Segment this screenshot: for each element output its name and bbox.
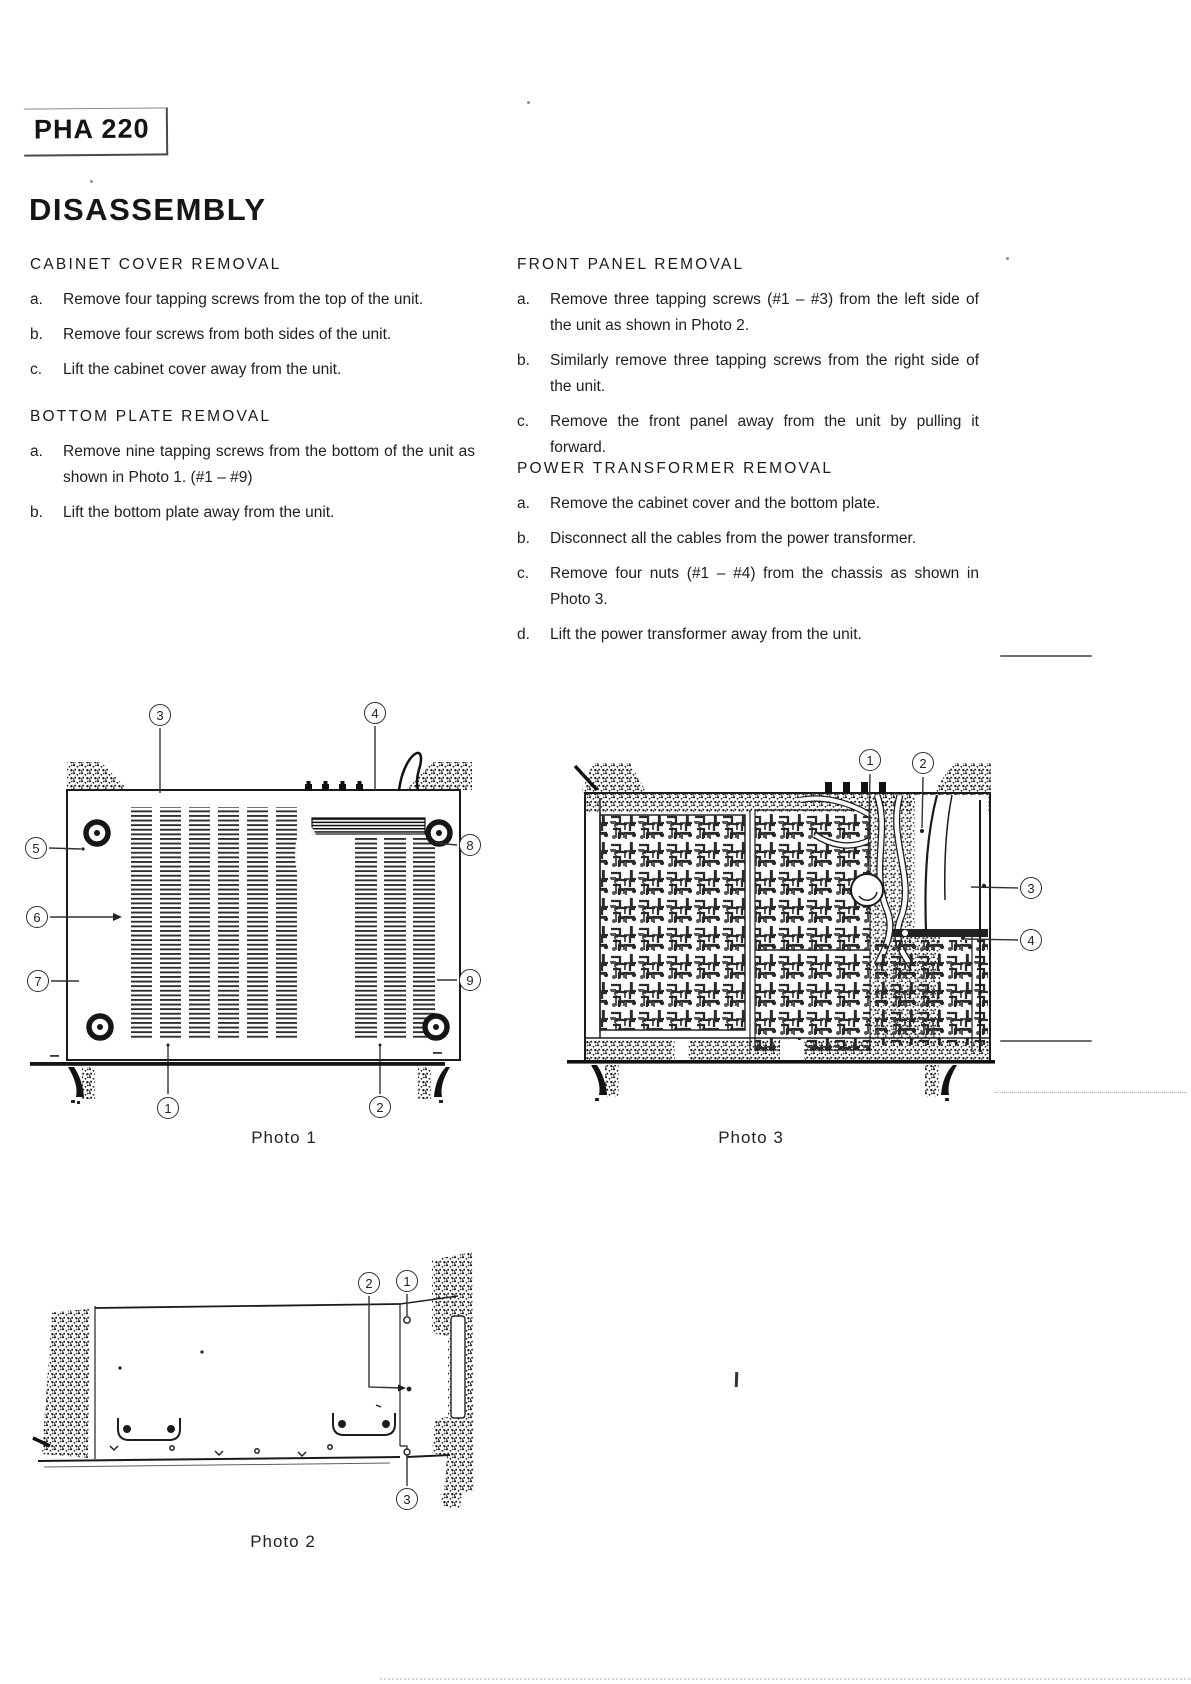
photo3-base bbox=[567, 1038, 995, 1101]
photo2-front-panel bbox=[432, 1252, 474, 1508]
photo3-caption: Photo 3 bbox=[718, 1128, 784, 1147]
section-front-panel-removal bbox=[517, 256, 979, 470]
model-badge: PHA 220 bbox=[24, 107, 168, 156]
front-panel-step-a bbox=[517, 287, 979, 339]
photo3-terminal-posts bbox=[825, 782, 886, 793]
photo2-rear-foot-block bbox=[33, 1309, 90, 1458]
photo1-callout-4: 4 bbox=[364, 702, 386, 724]
photo1-callout-8: 8 bbox=[459, 834, 481, 856]
photo2-tapping-screws bbox=[404, 1317, 412, 1455]
photo2-callout-1: 1 bbox=[396, 1270, 418, 1292]
photo3-callout-2: 2 bbox=[912, 752, 934, 774]
cabinet-step-c bbox=[30, 357, 475, 383]
section-power-transformer-removal bbox=[517, 460, 979, 657]
photo3-callout-4: 4 bbox=[1020, 929, 1042, 951]
step-text: Disconnect all the cables from the power transformer. bbox=[550, 530, 917, 547]
photo3-callout-1: 1 bbox=[859, 749, 881, 771]
section-heading: CABINET COVER REMOVAL bbox=[30, 256, 282, 273]
photo2-figure bbox=[30, 1240, 500, 1520]
step-text: Lift the bottom plate away from the unit. bbox=[63, 504, 335, 521]
section-bottom-plate-removal bbox=[30, 408, 475, 535]
step-text: Remove three tapping screws (#1 – #3) from the left side of the unit as shown in Photo 2. bbox=[550, 291, 979, 334]
page-title: DISASSEMBLY bbox=[29, 192, 267, 227]
photo3-figure bbox=[525, 700, 1037, 1160]
section-cabinet-cover-removal bbox=[30, 256, 475, 392]
photo2-leader-arrow bbox=[398, 1385, 406, 1392]
step-label: b. bbox=[30, 504, 43, 521]
photo1-callout-5: 5 bbox=[25, 837, 47, 859]
photo1-scan-smudge bbox=[295, 825, 341, 1045]
step-label: b. bbox=[30, 326, 43, 343]
scan-speck bbox=[1006, 257, 1009, 260]
photo1-callout-1: 1 bbox=[157, 1097, 179, 1119]
photo1-callout-6: 6 bbox=[26, 906, 48, 928]
step-text: Remove four nuts (#1 – #4) from the chassis as shown in Photo 3. bbox=[550, 565, 979, 608]
photo2-bottom-screw-marks bbox=[110, 1445, 332, 1456]
section-heading: BOTTOM PLATE REMOVAL bbox=[30, 408, 272, 425]
step-text: Remove four screws from both sides of the unit. bbox=[63, 326, 392, 343]
front-panel-step-b bbox=[517, 348, 979, 400]
step-label: b. bbox=[517, 352, 530, 369]
photo1-figure bbox=[25, 700, 485, 1160]
photo3-callout-3: 3 bbox=[1020, 877, 1042, 899]
section-heading: FRONT PANEL REMOVAL bbox=[517, 256, 745, 273]
power-transformer-step-b bbox=[517, 526, 979, 552]
scan-speck bbox=[527, 101, 530, 104]
cabinet-step-a bbox=[30, 287, 475, 313]
bottom-plate-step-a bbox=[30, 439, 475, 491]
photo1-label-plate bbox=[312, 818, 425, 834]
photo2-side-plate bbox=[38, 1296, 458, 1467]
step-label: a. bbox=[517, 495, 530, 512]
step-label: a. bbox=[30, 443, 43, 460]
step-text: Remove four tapping screws from the top of the unit. bbox=[63, 291, 424, 308]
step-label: a. bbox=[517, 291, 530, 308]
bottom-plate-step-b bbox=[30, 500, 475, 526]
step-label: c. bbox=[517, 565, 530, 582]
step-label: c. bbox=[517, 413, 530, 430]
photo1-callout-9: 9 bbox=[459, 969, 481, 991]
photo2-callout-3: 3 bbox=[396, 1488, 418, 1510]
step-label: d. bbox=[517, 626, 530, 643]
photo1-power-cord bbox=[399, 753, 421, 790]
page-bottom-rule bbox=[380, 1678, 1190, 1680]
scan-speck bbox=[90, 180, 93, 183]
scan-artifact-line bbox=[1000, 655, 1092, 657]
step-label: b. bbox=[517, 530, 530, 547]
step-label: c. bbox=[30, 361, 43, 378]
step-text: Lift the cabinet cover away from the unit. bbox=[63, 361, 342, 378]
photo2-callout-2: 2 bbox=[358, 1272, 380, 1294]
scan-artifact-tick bbox=[735, 1372, 738, 1387]
step-text: Lift the power transformer away from the unit. bbox=[550, 626, 862, 643]
photo3-mounting-nut bbox=[851, 874, 883, 906]
photo3-left-pcb bbox=[600, 798, 745, 1038]
photo1-vent-grid-right bbox=[355, 838, 435, 1038]
power-transformer-step-a bbox=[517, 491, 979, 517]
photo1-callout-2: 2 bbox=[369, 1096, 391, 1118]
photo2-handles bbox=[118, 1405, 395, 1440]
photo2-caption: Photo 2 bbox=[250, 1532, 316, 1551]
section-heading: POWER TRANSFORMER REMOVAL bbox=[517, 460, 834, 477]
photo1-vent-grid-left bbox=[131, 807, 297, 1040]
front-panel-step-c bbox=[517, 409, 979, 461]
photo1-callout-7: 7 bbox=[27, 970, 49, 992]
photo1-callout-3: 3 bbox=[149, 704, 171, 726]
step-text: Similarly remove three tapping screws from the right side of the unit. bbox=[550, 352, 979, 395]
photo1-corner-feet bbox=[67, 762, 472, 790]
step-text: Remove the cabinet cover and the bottom plate. bbox=[550, 495, 881, 512]
photo1-caption: Photo 1 bbox=[251, 1128, 317, 1147]
step-text: Remove nine tapping screws from the bottom of the unit as shown in Photo 1. (#1 – #9) bbox=[63, 443, 475, 486]
power-transformer-step-d bbox=[517, 622, 979, 648]
cabinet-step-b bbox=[30, 322, 475, 348]
power-transformer-step-c bbox=[517, 561, 979, 613]
step-label: a. bbox=[30, 291, 43, 308]
step-text: Remove the front panel away from the unit by pulling it forward. bbox=[550, 413, 979, 456]
